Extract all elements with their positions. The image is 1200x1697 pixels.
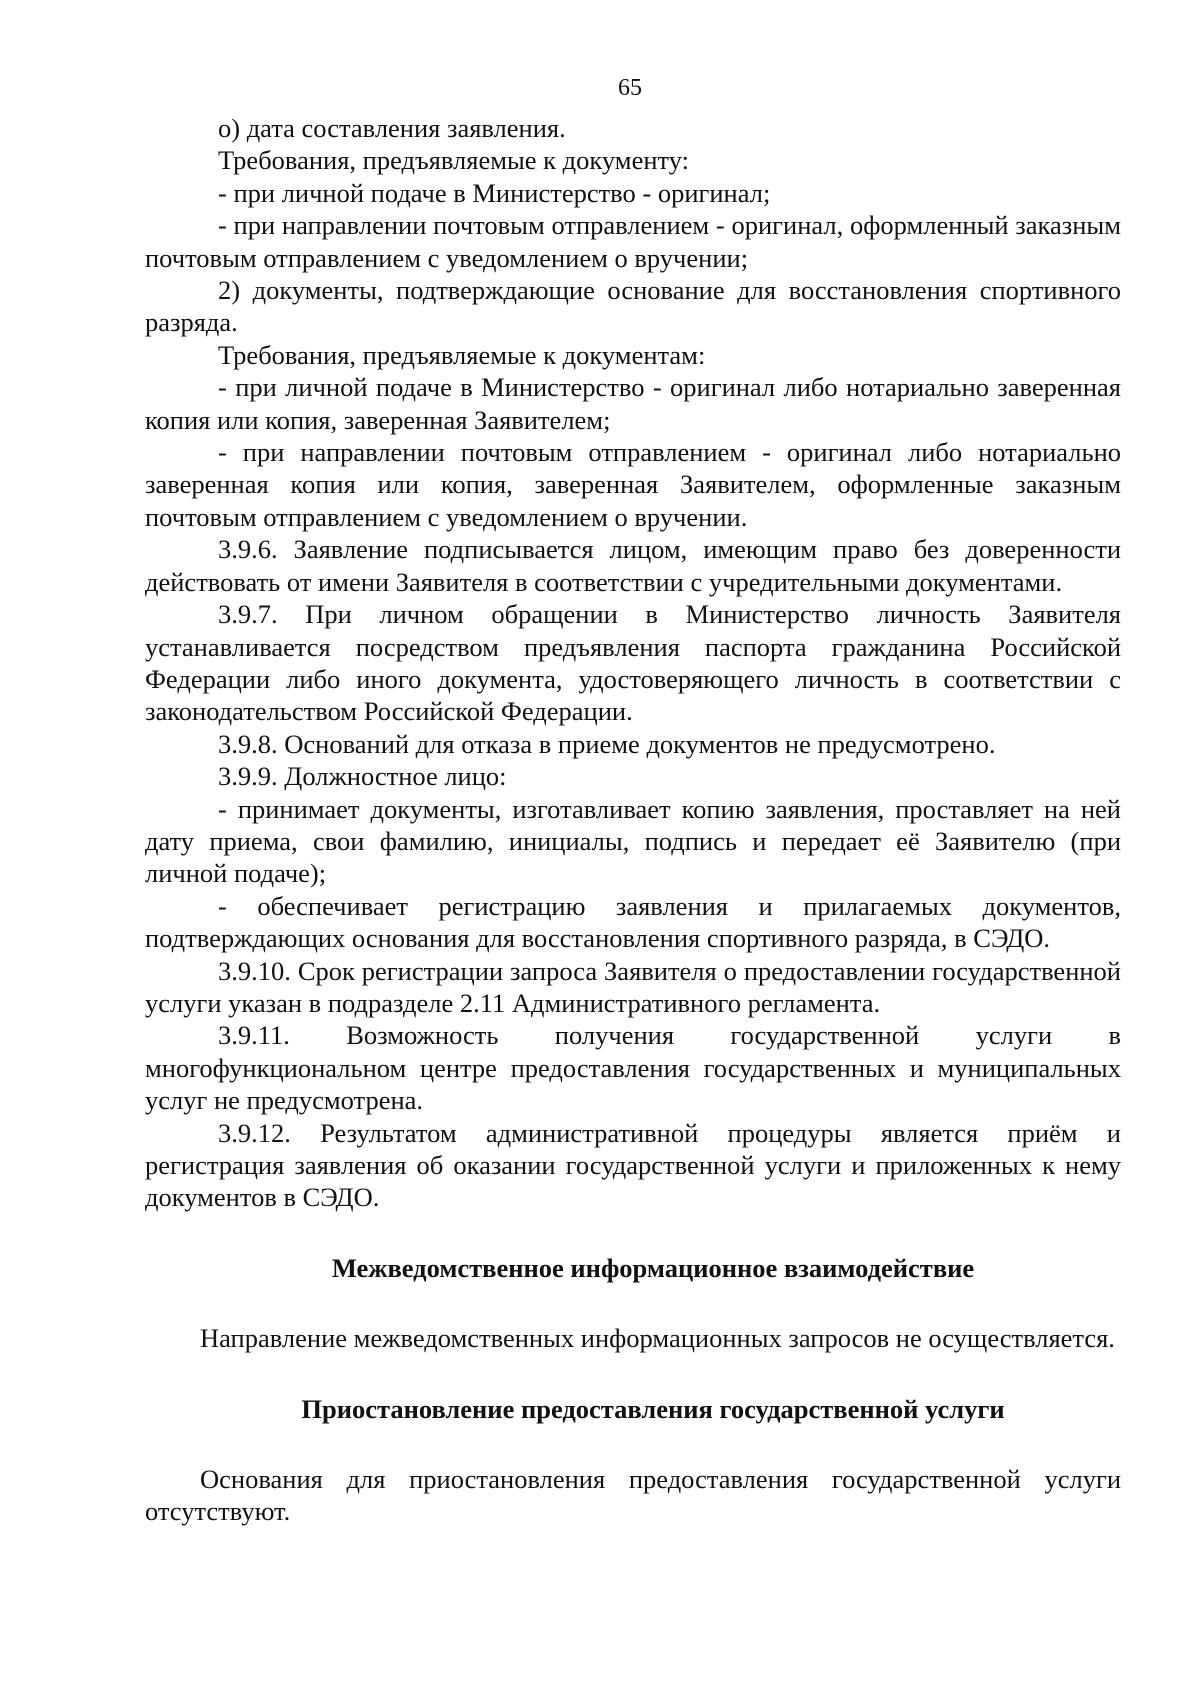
paragraph-requirements-document: Требования, предъявляемые к документу: [218,145,690,176]
page-number: 65 [618,75,642,101]
paragraph-3-9-6: 3.9.6. Заявление подписывается лицом, имеющим право без доверенности действовать от имени Заявителя в соответствии с учредительными документами. [145,534,1121,597]
paragraph-3-9-10: 3.9.10. Срок регистрации запроса Заявителя о предоставлении государственной услуги указан в подразделе 2.11 Административного регламента. [145,955,1121,1018]
document-body [145,112,1121,1528]
paragraph-3-9-12: 3.9.12. Результатом административной процедуры является приём и регистрация заявления об оказании государственной услуги и приложенных к нему документов в СЭДО. [145,1117,1121,1213]
paragraph-requirements-documents: Требования, предъявляемые к документам: [218,339,706,370]
paragraph-personal-submission: - при личной подаче в Министерство - оригинал; [218,177,771,208]
paragraph-registration: - обеспечивает регистрацию заявления и прилагаемых документов, подтверждающих основания для восстановления спортивного разряда, в СЭДО. [145,890,1121,954]
paragraph-3-9-8: 3.9.8. Оснований для отказа в приеме документов не предусмотрено. [218,728,996,759]
paragraph-3-9-11: 3.9.11. Возможность получения государственной услуги в многофункциональном центре предоставления государственных и муниципальных услуг не предусмотрена. [145,1020,1121,1116]
paragraph-postal-submission: - при направлении почтовым отправлением - оригинал, оформленный заказным почтовым отправлением с уведомлением о вручении; [145,210,1121,273]
paragraph-3-9-7: 3.9.7. При личном обращении в Министерство личность Заявителя устанавливается посредством предъявления паспорта гражданина Российской Федерации либо иного документа, удостоверяющего личность в соответствии с законодательством Российской Федерации. [145,599,1121,727]
paragraph-supporting-documents: 2) документы, подтверждающие основание для восстановления спортивного разряда. [145,275,1121,338]
section-heading-suspension: Приостановление предоставления государственной услуги [301,1393,1005,1424]
paragraph-personal-submission-copies: - при личной подаче в Министерство - оригинал либо нотариально заверенная копия или копия, заверенная Заявителем; [145,372,1121,435]
paragraph-suspension: Основания для приостановления предоставления государственной услуги отсутствуют. [145,1464,1121,1527]
paragraph-postal-submission-copies: - при направлении почтовым отправлением - оригинал либо нотариально заверенная копия или копия, заверенная Заявителем, оформленные заказным почтовым отправлением с уведомлением о вручении. [145,437,1121,532]
section-heading-interagency: Межведомственное информационное взаимодействие [331,1252,975,1283]
paragraph-date: о) дата составления заявления. [218,113,566,143]
paragraph-interagency: Направление межведомственных информационных запросов не осуществляется. [200,1323,1115,1354]
paragraph-3-9-9: 3.9.9. Должностное лицо: [218,761,507,792]
paragraph-accepts-documents: - принимает документы, изготавливает копию заявления, проставляет на ней дату приема, свои фамилию, инициалы, подпись и передает её Заявителю (при личной подаче); [145,793,1121,889]
